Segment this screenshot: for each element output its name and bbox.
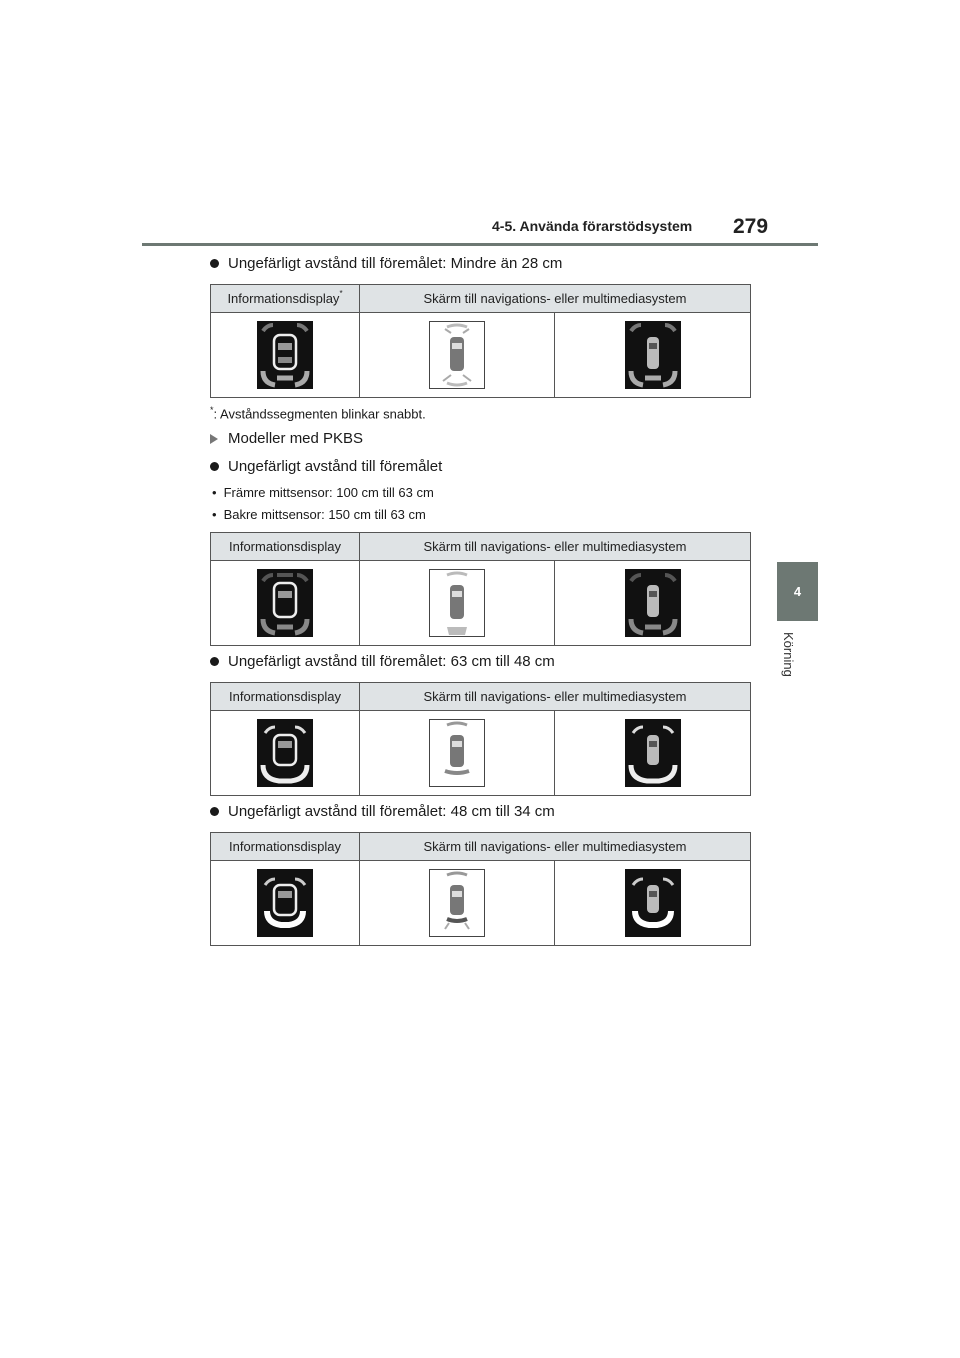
column-header-navigation-screen: Skärm till navigations- eller multimediasystem (423, 689, 687, 704)
cell-nav-display-2 (555, 711, 750, 795)
column-header-label: Informationsdisplay (227, 291, 340, 306)
header-section-title: 4-5. Använda förarstödsystem (492, 218, 693, 234)
table-header (211, 533, 750, 561)
cell-info-display (211, 861, 360, 945)
header-rule (142, 243, 818, 246)
parking-display-icon (625, 719, 681, 787)
bullet-distance-63-48 (210, 653, 555, 670)
cell-nav-display-1 (360, 313, 555, 397)
bullet-text: Ungefärligt avstånd till föremålet: Mindre än 28 cm (228, 255, 563, 272)
cell-nav-display-2 (555, 561, 750, 645)
display-table-2 (210, 532, 751, 646)
footnote-mark: * (210, 405, 214, 415)
column-header-information-display: Informationsdisplay (211, 533, 360, 560)
cell-nav-display-1 (360, 861, 555, 945)
parking-display-icon (257, 869, 313, 937)
sub-bullet-front: • Främre mittsensor: 100 cm till 63 cm (212, 485, 434, 500)
parking-display-icon (257, 321, 313, 389)
column-header-navigation-screen: Skärm till navigations- eller multimediasystem (423, 291, 687, 306)
table-header (211, 683, 750, 711)
bullet-distance-48-34 (210, 803, 555, 820)
cell-info-display (211, 313, 360, 397)
column-header-navigation-screen: Skärm till navigations- eller multimediasystem (423, 539, 687, 554)
bullet-distance (210, 458, 442, 475)
cell-nav-display-1 (360, 561, 555, 645)
column-header-information-display (211, 285, 360, 312)
bullet-dot (210, 657, 219, 666)
table-body (211, 711, 750, 795)
parking-display-icon (625, 869, 681, 937)
cell-nav-display-2 (555, 313, 750, 397)
cell-nav-display-2 (555, 861, 750, 945)
table-body (211, 313, 750, 397)
parking-display-icon (429, 719, 485, 787)
parking-display-icon (429, 569, 485, 637)
table-header (211, 833, 750, 861)
models-text: Modeller med PKBS (228, 430, 364, 447)
display-table-4 (210, 832, 751, 946)
table-body (211, 861, 750, 945)
sub-bullet-text: Främre mittsensor: 100 cm till 63 cm (223, 485, 434, 500)
sub-bullet-text: Bakre mittsensor: 150 cm till 63 cm (223, 507, 426, 522)
chapter-tab: 4 (777, 562, 818, 621)
parking-display-icon (429, 321, 485, 389)
bullet-dot (210, 807, 219, 816)
table-header (211, 285, 750, 313)
table-body (211, 561, 750, 645)
bullet-dot (210, 462, 219, 471)
models-heading (210, 430, 363, 447)
column-header-navigation-screen: Skärm till navigations- eller multimediasystem (423, 839, 687, 854)
sub-bullet-rear: • Bakre mittsensor: 150 cm till 63 cm (212, 507, 426, 522)
column-header-information-display: Informationsdisplay (211, 683, 360, 710)
bullet-distance-under-28 (210, 255, 562, 272)
footnote-mark: * (339, 289, 343, 298)
parking-display-icon (257, 719, 313, 787)
bullet-text: Ungefärligt avstånd till föremålet: 48 cm till 34 cm (228, 803, 555, 820)
cell-info-display (211, 561, 360, 645)
column-header-information-display: Informationsdisplay (211, 833, 360, 860)
parking-display-icon (625, 569, 681, 637)
footnote-text: : Avståndssegmenten blinkar snabbt. (213, 406, 426, 422)
cell-info-display (211, 711, 360, 795)
cell-nav-display-1 (360, 711, 555, 795)
display-table-3 (210, 682, 751, 796)
bullet-dot (210, 259, 219, 268)
triangle-bullet-icon (210, 434, 218, 444)
parking-display-icon (625, 321, 681, 389)
bullet-text: Ungefärligt avstånd till föremålet (228, 458, 443, 475)
parking-display-icon (257, 569, 313, 637)
bullet-text: Ungefärligt avstånd till föremålet: 63 cm till 48 cm (228, 653, 555, 670)
parking-display-icon (429, 869, 485, 937)
footnote (210, 405, 426, 421)
display-table-1 (210, 284, 751, 398)
chapter-label: Körning (781, 632, 796, 677)
page-number: 279 (733, 215, 769, 238)
